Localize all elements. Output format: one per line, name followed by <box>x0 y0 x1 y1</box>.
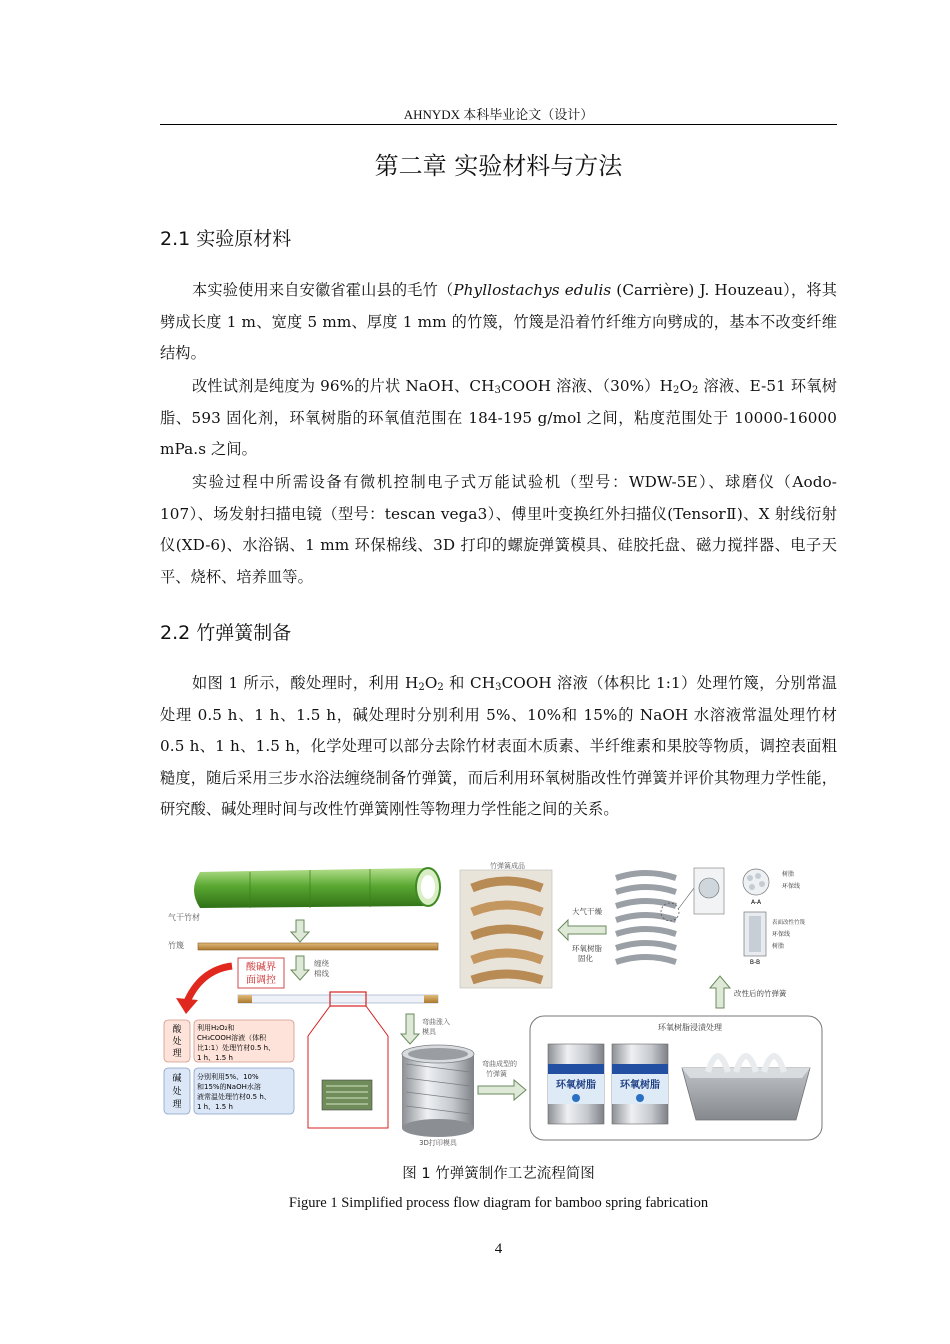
label-mold: 3D打印模具 <box>419 1139 457 1147</box>
page-header: AHNYDX 本科毕业论文（设计） <box>403 107 594 122</box>
legend-modified-strip: 表面改性竹篾 <box>772 920 806 926</box>
acid-desc-1: 利用H₂O₂和 <box>197 1024 235 1032</box>
label-bend-in-2: 模具 <box>422 1028 436 1036</box>
figure-caption-en: Figure 1 Simplified process flow diagram for bamboo spring fabrication <box>288 1195 709 1211</box>
label-interface-1: 酸碱界 <box>246 962 276 973</box>
legend-cotton: 环保线 <box>782 883 801 890</box>
right-arrow-icon <box>478 1080 526 1100</box>
figure-caption-cn: 图 1 竹弹簧制作工艺流程简图 <box>402 1166 595 1182</box>
label-formed-2: 竹弹簧 <box>486 1070 507 1078</box>
epoxy-can-1 <box>548 1044 604 1124</box>
label-interface-2: 面调控 <box>246 975 276 986</box>
section-heading-2-2: 2.2 竹弹簧制备 <box>160 622 292 644</box>
alkali-title-1: 碱 <box>172 1074 182 1084</box>
legend-cotton-2: 环保线 <box>772 931 791 938</box>
down-arrow-icon-2 <box>291 956 309 980</box>
bamboo-spring-product-photo <box>460 870 552 988</box>
alkali-title-2: 处 <box>172 1087 182 1097</box>
down-arrow-icon <box>291 920 309 942</box>
paragraph-materials: 本实验使用来自安徽省霍山县的毛竹（Phyllostachys edulis (Carrière) J. Houzeau），将其劈成长度 1 m、宽度 5 mm、厚度 1 mm 的竹篾，竹篾是沿着竹纤维方向劈成的，基本不改变纤维结构。 <box>160 281 837 362</box>
label-section-aa: A-A <box>750 899 762 906</box>
section-heading-2-1: 2.1 实验原材料 <box>160 228 292 250</box>
3d-printed-mold-image <box>402 1045 474 1137</box>
label-air-dry: 大气干燥 <box>572 907 602 916</box>
alkali-desc-2: 和15%的NaOH水溶 <box>197 1083 261 1091</box>
legend-resin: 树脂 <box>782 871 795 878</box>
section-bb-image <box>744 912 766 956</box>
chapter-title: 第二章 实验材料与方法 <box>374 152 623 180</box>
down-arrow-icon-3 <box>401 1014 419 1044</box>
label-strip: 竹篾 <box>168 941 184 950</box>
up-arrow-icon <box>710 976 730 1008</box>
svg-text:环氧树脂: 环氧树脂 <box>556 1080 596 1091</box>
label-bend-in-1: 弯曲涨入 <box>422 1018 450 1026</box>
process-flow-figure <box>160 858 837 1148</box>
left-arrow-icon <box>558 920 606 940</box>
zoom-detail-image <box>322 1080 372 1110</box>
acid-title-1: 酸 <box>172 1025 182 1035</box>
alkali-desc-4: 1 h、1.5 h <box>197 1103 233 1111</box>
label-section-bb: B-B <box>749 959 761 966</box>
section-aa-image <box>743 869 769 895</box>
label-wrap-2: 棉线 <box>314 969 329 978</box>
svg-text:环氧树脂: 环氧树脂 <box>620 1080 660 1091</box>
acid-title-3: 理 <box>172 1049 182 1059</box>
header-rule <box>160 124 837 125</box>
acid-desc-4: 1 h、1.5 h <box>197 1054 233 1062</box>
red-curved-arrow-icon <box>186 966 232 1004</box>
label-epoxy-cure-1: 环氧树脂 <box>572 944 602 953</box>
label-wrap-1: 缠绕 <box>314 959 329 968</box>
alkali-desc-1: 分别利用5%、10% <box>197 1073 259 1081</box>
acid-desc-3: 比1:1）处理竹材0.5 h、 <box>197 1044 276 1052</box>
legend-resin-2: 树脂 <box>772 943 785 950</box>
label-formed-1: 弯曲成型的 <box>482 1060 517 1068</box>
label-product: 竹弹簧成品 <box>490 862 525 870</box>
paragraph-equipment: 实验过程中所需设备有微机控制电子式万能试验机（型号：WDW-5E）、球磨仪（Aodo-107）、场发射扫描电镜（型号：tescan vega3）、傅里叶变换红外扫描仪(TensorⅡ)、X 射线衍射仪(XD-6)、水浴锅、1 mm 环保棉线、3D 打印的螺旋弹簧模具、硅胶托盘、磁力搅拌器、电子天平、烧杯、培养皿等。 <box>160 473 837 586</box>
red-arrow-head-icon <box>176 998 198 1014</box>
bamboo-culm-image <box>194 868 440 908</box>
paragraph-reagents: 改性试剂是纯度为 96%的片状 NaOH、$CH_3COOH$ 溶液、$(30\%)H_2O_2$ 溶液、E-51 环氧树脂、593 固化剂，环氧树脂的环氧值范围在 184-195 g/mol 之间，粘度范围处于 10000-16000 mPa.s 之间。 <box>160 377 837 458</box>
label-impregnation: 环氧树脂浸渍处理 <box>658 1023 722 1032</box>
paragraph-preparation: 如图 1 所示，酸处理时，利用 $H_2O_2$ 和 $CH_3COOH$ 溶液（体积比 1:1）处理竹篾，分别常温处理 0.5 h、1 h、1.5 h，碱处理时分别利用 5%、10%和 15%的 NaOH 水溶液常温处理竹材 0.5 h、1 h、1.5 h，化学处理可以部分去除竹材表面木质素、半纤维素和果胶等物质，调控表面粗糙度，随后采用三步水浴法缠绕制备竹弹簧，而后利用环氧树脂改性竹弹簧并评价其物理力学性能，研究酸、碱处理时间与改性竹弹簧刚性等物理力学性能之间的关系。 <box>160 674 837 818</box>
spring-schematic-image <box>616 868 724 962</box>
alkali-title-3: 理 <box>172 1100 182 1110</box>
label-epoxy-cure-2: 固化 <box>578 954 593 963</box>
epoxy-can-2 <box>612 1044 668 1124</box>
acid-title-2: 处 <box>172 1037 182 1047</box>
acid-desc-2: CH₃COOH溶液（体积 <box>197 1034 267 1042</box>
bamboo-strip-image <box>198 943 438 950</box>
page-number: 4 <box>494 1241 503 1257</box>
wrapped-strip-image <box>238 995 438 1003</box>
alkali-desc-3: 液常温处理竹材0.5 h、 <box>197 1093 271 1101</box>
label-dry-bamboo: 气干竹材 <box>168 913 200 922</box>
label-modified-spring: 改性后的竹弹簧 <box>734 989 787 998</box>
